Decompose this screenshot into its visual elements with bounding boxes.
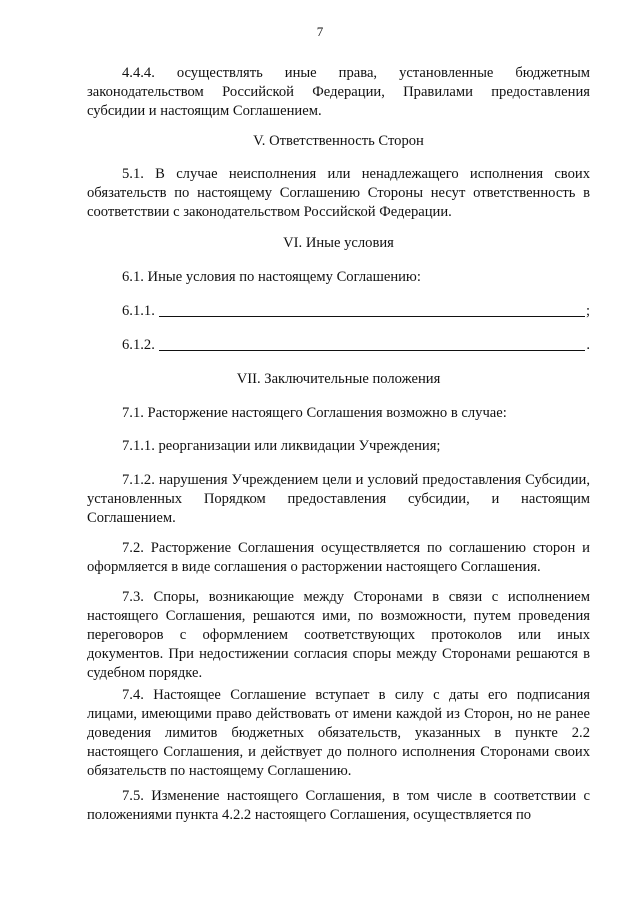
label-6-1-1: 6.1.1.	[122, 303, 155, 319]
paragraph-7-3: 7.3. Споры, возникающие между Сторонами в связи с исполнением настоящего Соглашения, решаются ими, по возможности, путем проведения переговоров с оформлением соответствующих протоколов или иных документов. При недостижении согласия споры между Сторонами решаются в судебном порядке.	[87, 589, 590, 681]
label-6-1-2: 6.1.2.	[122, 337, 155, 353]
blank-line-6-1-2	[122, 336, 590, 355]
paragraph-7-1: 7.1. Расторжение настоящего Соглашения возможно в случае:	[122, 405, 507, 421]
line-end-punct: .	[586, 337, 590, 353]
section-5-heading: V. Ответственность Сторон	[253, 133, 424, 149]
paragraph-7-1-1: 7.1.1. реорганизации или ликвидации Учреждения;	[122, 438, 441, 454]
fill-in-line	[159, 316, 585, 317]
blank-line-6-1-1	[122, 302, 590, 321]
paragraph-7-1-2: 7.1.2. нарушения Учреждением цели и условий предоставления Субсидии, установленных Порядком предоставления субсидии, и настоящим Соглашением.	[87, 472, 590, 526]
page-number: 7	[316, 24, 324, 39]
paragraph-7-5: 7.5. Изменение настоящего Соглашения, в том числе в соответствии с положениями пункта 4.2.2 настоящего Соглашения, осуществляется по	[87, 788, 590, 823]
paragraph-4-4-4: 4.4.4. осуществлять иные права, установленные бюджетным законодательством Российской Федерации, Правилами предоставления субсидии и настоящим Соглашением.	[87, 65, 590, 119]
section-7-heading: VII. Заключительные положения	[236, 371, 441, 387]
paragraph-7-4: 7.4. Настоящее Соглашение вступает в силу с даты его подписания лицами, имеющими право действовать от имени каждой из Сторон, но не ранее доведения лимитов бюджетных обязательств, указанных в пункте 2.2 настоящего Соглашения, и действует до полного исполнения Сторонами своих обязательств по настоящему Соглашению.	[87, 687, 590, 779]
section-6-heading: VI. Иные условия	[283, 235, 394, 251]
fill-in-line	[159, 350, 586, 351]
line-end-punct: ;	[585, 303, 590, 319]
paragraph-6-1: 6.1. Иные условия по настоящему Соглашению:	[122, 269, 421, 285]
paragraph-5-1: 5.1. В случае неисполнения или ненадлежащего исполнения своих обязательств по настоящему Соглашению Стороны несут ответственность в соответствии с законодательством Российской Федерации.	[87, 166, 590, 220]
paragraph-7-2: 7.2. Расторжение Соглашения осуществляется по соглашению сторон и оформляется в виде соглашения о расторжении настоящего Соглашения.	[87, 540, 590, 575]
